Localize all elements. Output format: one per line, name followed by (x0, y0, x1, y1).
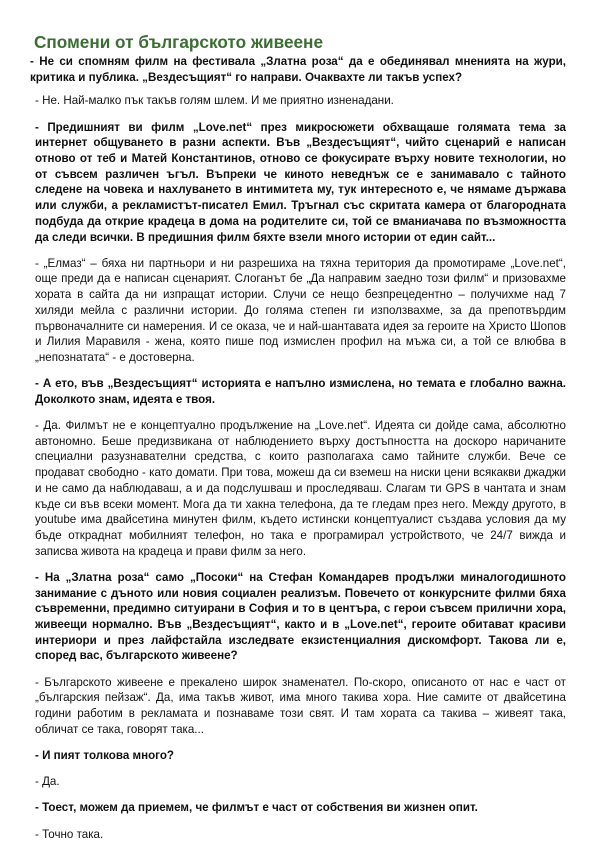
question-paragraph: - Не си спомням филм на фестивала „Златна роза“ да е обединявал мненията на жури, критика и публика. „Вездесъщият“ го направи. Очаквахте ли такъв успех? (30, 55, 566, 84)
question-paragraph: - Предишният ви филм „Love.net“ през микросюжети обхващаше голямата тема за интернет общуването в разни аспекти. Във „Вездесъщият“, чийто сценарий е написан отново от теб и Матей Константинов, отново се фокусирате върху новите технологии, но от съвсем различен ъгъл. Въпреки че киното неведнъж се е занимавало с тайното следене на човека и нахлуването в интимитета му, тук интересното е, че нямаме държава или служби, а рекламистът-писател Емил. Тръгнал със скритата камера от благородната подбуда да открие крадеца в дома на родителите си, той се вманиачава по възможността да следи всички. В предишния филм бяхте взели много истории от един сайт... (35, 120, 566, 244)
article (30, 32, 566, 853)
answer-paragraph: - „Елмаз“ – бяха ни партньори и ни разрешиха на тяхна територия да промотираме „Love.net“, още преди да е написан сценарият. Слоганът бе „Да направим заедно този филм“ и призовахме хората в сайта да ни изпращат истории. Случи се нещо безпрецедентно – получихме над 7 хиляди мейла с различни истории. До голяма степен ги използвахме, за да препотвърдим първоначалните си намерения. И се оказа, че и най-шантавата идея за героите на Христо Шопов и Лилия Маравиля - жена, която пише под измислен профил на мъжа си, а той се влюбва в „непознатата“ - е достоверна. (35, 256, 566, 364)
question-paragraph: - Тоест, можем да приемем, че филмът е част от собствения ви жизнен опит. (35, 801, 478, 815)
question-paragraph: - И пият толкова много? (35, 748, 174, 762)
question-paragraph: - А ето, във „Вездесъщият“ историята е напълно измислена, но темата е глобално важна. Доколкото знам, идеята е твоя. (35, 377, 566, 406)
answer-paragraph: - Не. Най-малко пък такъв голям шлем. И ме приятно изненадани. (35, 94, 394, 108)
answer-paragraph: - Точно така. (35, 827, 104, 841)
question-paragraph: - На „Златна роза“ само „Посоки“ на Стефан Командарев продължи миналогодишното занимание с дъното или новия социален реализъм. Повечето от конкурсните филми бяха съвременни, предимно ситуирани в София и то в центъра, с герои съвсем прилични хора, живеещи нормално. Във „Вездесъщият“, както и в „Love.net“, героите обитават красиви интериори и през лайфстайла изследвате екзистенциалния дискомфорт. Такова ли е, според вас, българското живеене? (35, 570, 566, 663)
page-title: Спомени от българското живеене (34, 32, 323, 52)
answer-paragraph: - Българското живеене е прекалено широк знаменател. По-скоро, описаното от нас е част от „българския пейзаж“. Да, има такъв живот, има много такива хора. Ние самите от двайсетина години работим в рекламата и познаваме този свят. И там хората са такива – живеят така, обличат се така, говорят така... (35, 675, 566, 736)
answer-paragraph: - Да. Филмът не е концептуално продължение на „Love.net“. Идеята си дойде сама, абсолютно автономно. Беше предизвикана от наблюдението върху достъпността на доскоро наричаните специални разузнавателни средства, с които разполагаха само тайните служби. Вече се продават свободно - като домати. При това, можеш да си вземеш на ниски цени всякакви джаджи и не само да наблюдаваш, а и да подслушваш и проследяваш. Слагам ти GPS в чантата и знам къде си във всеки момент. Мога да ти хакна телефона, да те гледам през него. Между другото, в youtube има двайсетина минутен филм, където истински концептуалист създава условия да му бъде откраднат мобилният телефон, но така е програмирал устройството, че 24/7 вижда и записва живота на крадеца и прави филм за него. (35, 419, 566, 558)
answer-paragraph: - Да. (35, 775, 60, 789)
